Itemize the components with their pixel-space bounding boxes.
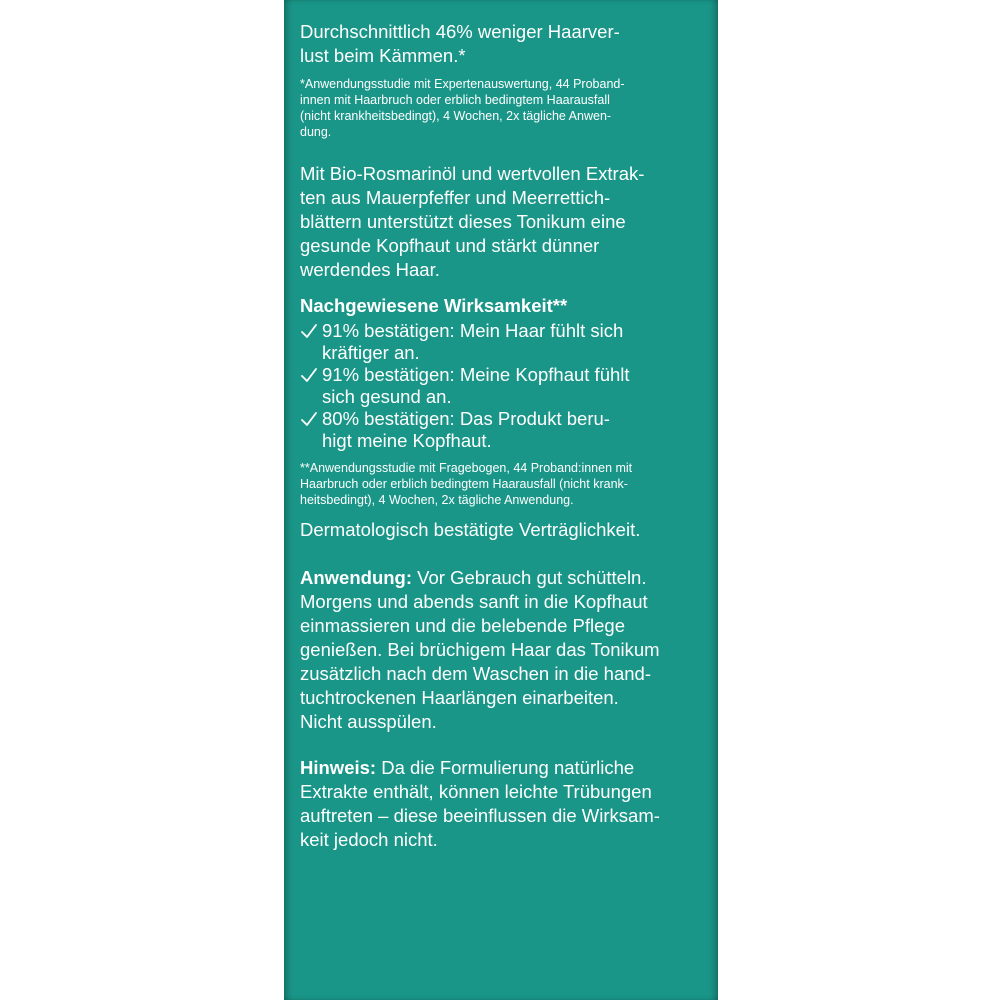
usage-line: zusätzlich nach dem Waschen in die hand- <box>300 663 652 684</box>
note-line: keit jedoch nicht. <box>300 829 438 850</box>
footnote-study-1 <box>300 76 708 140</box>
footnote-line: *Anwendungsstudie mit Expertenauswertung, 44 Proband- <box>300 77 625 91</box>
efficacy-item-line: 91% bestätigen: Meine Kopfhaut fühlt <box>322 364 630 385</box>
footnote-line: (nicht krankheitsbedingt), 4 Wochen, 2x tägliche Anwen- <box>300 109 612 123</box>
intro-line: werdendes Haar. <box>300 259 440 280</box>
package-text-content <box>300 20 708 852</box>
note-first-line <box>300 756 708 780</box>
intro-line: Mit Bio-Rosmarinöl und wertvollen Extrak- <box>300 163 645 184</box>
headline-line: lust beim Kämmen.* <box>300 45 466 66</box>
note-line: auftreten – diese beeinflussen die Wirksam- <box>300 805 660 826</box>
checkmark-icon <box>300 366 318 384</box>
intro-line: gesunde Kopfhaut und stärkt dünner <box>300 235 600 256</box>
usage-line: einmassieren und die belebende Pflege <box>300 615 626 636</box>
efficacy-item-line: 91% bestätigen: Mein Haar fühlt sich <box>322 320 624 341</box>
footnote-line: **Anwendungsstudie mit Fragebogen, 44 Proband:innen mit <box>300 461 633 475</box>
efficacy-item-line: higt meine Kopfhaut. <box>322 430 492 451</box>
note-label: Hinweis: <box>300 757 377 778</box>
intro-line: ten aus Mauerpfeffer und Meerrettich- <box>300 187 611 208</box>
efficacy-item-line: kräftiger an. <box>322 342 420 363</box>
usage-paragraph <box>300 566 708 734</box>
usage-line: tuchtrockenen Haarlängen einarbeiten. <box>300 687 619 708</box>
package-side-panel <box>284 0 718 1000</box>
headline-line: Durchschnittlich 46% weniger Haarver- <box>300 21 620 42</box>
footnote-line: innen mit Haarbruch oder erblich bedingtem Haarausfall <box>300 93 610 107</box>
efficacy-item <box>300 320 708 364</box>
checkmark-icon <box>300 410 318 428</box>
note-paragraph <box>300 756 708 852</box>
efficacy-item <box>300 364 708 408</box>
intro-line: blättern unterstützt dieses Tonikum eine <box>300 211 626 232</box>
dermatology-claim: Dermatologisch bestätigte Verträglichkeit. <box>300 519 641 540</box>
efficacy-heading: Nachgewiesene Wirksamkeit** <box>300 295 568 316</box>
footnote-study-2 <box>300 460 708 508</box>
efficacy-item <box>300 408 708 452</box>
footnote-line: dung. <box>300 125 332 139</box>
usage-first-line <box>300 566 708 590</box>
checkmark-icon <box>300 322 318 340</box>
footnote-line: Haarbruch oder erblich bedingtem Haarausfall (nicht krank- <box>300 477 628 491</box>
efficacy-item-line: sich gesund an. <box>322 386 452 407</box>
note-line: Extrakte enthält, können leichte Trübungen <box>300 781 652 802</box>
usage-label: Anwendung: <box>300 567 413 588</box>
efficacy-list <box>300 320 708 452</box>
usage-line: Nicht ausspülen. <box>300 711 437 732</box>
efficacy-item-line: 80% bestätigen: Das Produkt beru- <box>322 408 610 429</box>
usage-line: Morgens und abends sanft in die Kopfhaut <box>300 591 648 612</box>
intro-paragraph <box>300 162 708 282</box>
usage-line: genießen. Bei brüchigem Haar das Tonikum <box>300 639 660 660</box>
note-first-line-text: Da die Formulierung natürliche <box>376 757 635 778</box>
headline-claim <box>300 20 708 68</box>
usage-first-line-text: Vor Gebrauch gut schütteln. <box>412 567 647 588</box>
footnote-line: heitsbedingt), 4 Wochen, 2x tägliche Anwendung. <box>300 493 574 507</box>
